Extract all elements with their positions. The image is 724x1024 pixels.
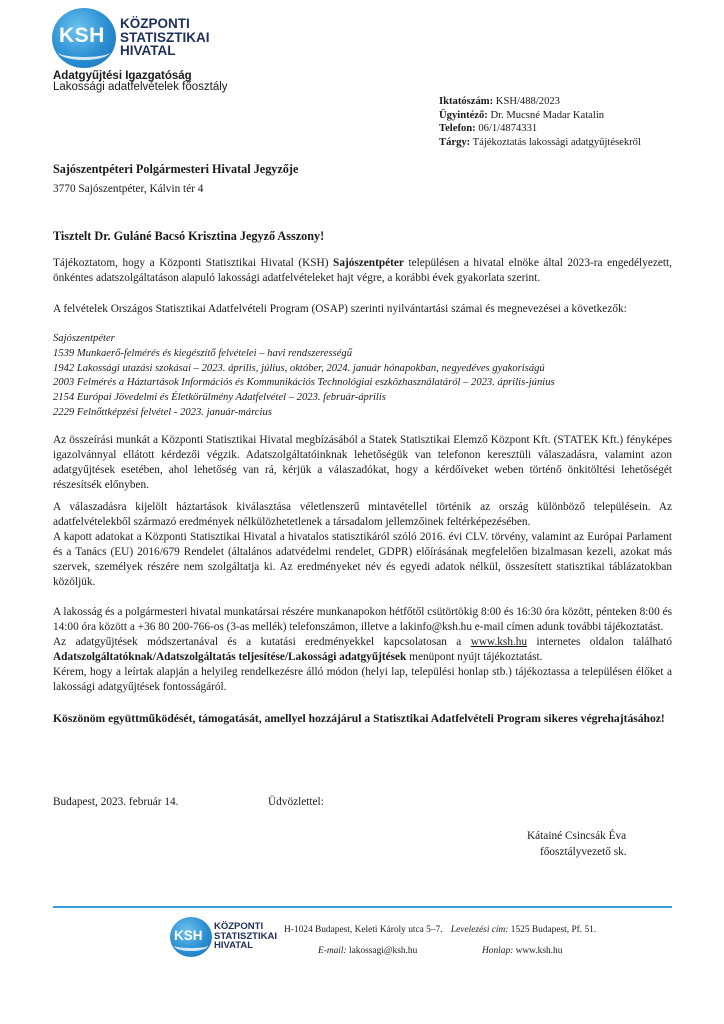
list-item: 1942 Lakossági utazási szokásai – 2023. április, július, október, 2024. január hónapokban, negyedéves gyakoriságú	[53, 362, 545, 374]
phone-number: 06/1/4874331	[478, 123, 538, 135]
footer-address-line: H-1024 Budapest, Keleti Károly utca 5–7. Levelezési cím: 1525 Budapest, Pf. 51.	[284, 925, 597, 935]
paragraph-privacy: A kapott adatokat a Központi Statisztikai Hivatal a hivatalos statisztikáról szóló 2016. évi CLV. törvény, valamint az Európai Parlament és a Tanács (EU) 2016/679 Rendelet (általános adatvédelmi rendelet, GDPR) előírásának megfelelően bizalmasan kezeli, azokat más szervek, személyek részére nem szolgáltatja ki. Az eredményeket név és egyedi adatok nélkül, összesített statisztikai táblázatokban közöljük.	[53, 530, 672, 588]
footer-email-link[interactable]: lakossagi@ksh.hu	[348, 946, 418, 956]
place-date: Budapest, 2023. február 14.	[53, 796, 179, 808]
paragraph-contact: A lakosság és a polgármesteri hivatal munkatársai részére munkanapokon hétfőtől csütörtökig 8:00 és 16:30 óra között, pénteken 8:00 és 14:00 óra között a +36 80 200-766-os (3-as mellék) telefonszámon, illetve a lakinfo@ksh.hu e-mail címen adunk további tájékoztatást.	[53, 605, 672, 633]
closing-statement: Köszönöm együttműködését, támogatását, amellyel hozzájárul a Statisztikai Adatfelvételi Program sikeres végrehajtásához!	[53, 711, 665, 725]
clerk-name: Dr. Mucsné Madar Katalin	[490, 109, 605, 121]
paragraph-methodology: Az adatgyűjtések módszertanával és a kutatási eredményekkel kapcsolatosan a www.ksh.hu internetes oldalon található Adatszolgáltatóknak/Adatszolgáltatás teljesítése/Lakossági adatgyűjtések menüpont nyújt tájékoztatást.	[53, 635, 672, 663]
paragraph-intro: Tájékoztatom, hogy a Központi Statisztikai Hivatal (KSH) Sajószentpéter településen a hivatal elnöke által 2023-ra engedélyezett, önkéntes adatszolgáltatáson alapuló lakossági adatfelvételeket hajt végre, a korábbi évek gyakorlata szerint.	[53, 257, 672, 284]
paragraph-sampling: A válaszadásra kijelölt háztartások kiválasztása véletlenszerű mintavétellel történik az ország különböző településein. Az adatfelvételekből származó eredmények nélkülözhetetlenek a társadalom jellemzőinek feltérképezésében.	[53, 500, 672, 528]
reference-block: Iktatószám: KSH/488/2023 Ügyintéző: Dr. Mucsné Madar Katalin Telefon: 06/1/4874331 Tárgy: Tájékoztatás lakossági adatgyűjtésekről	[439, 96, 641, 148]
footer-website: Honlap: www.ksh.hu	[482, 946, 563, 956]
department: Lakossági adatfelvételek főosztály	[53, 81, 228, 93]
recipient-address: 3770 Sajószentpéter, Kálvin tér 4	[53, 183, 204, 195]
directorate: Adatgyűjtési Igazgatóság	[53, 70, 192, 82]
letter-body	[53, 256, 672, 726]
reference-number: KSH/488/2023	[495, 96, 560, 107]
list-item: 2229 Felnőttképzési felvétel - 2023. január-március	[53, 406, 272, 418]
footer-email: E-mail: lakossagi@ksh.hu	[318, 946, 418, 956]
footer-logo-abbr: KSH	[174, 928, 203, 943]
paragraph-request: Kérem, hogy a leírtak alapján a helyileg rendelkezésre álló módon (helyi lap, települési honlap stb.) tájékoztassa a településen élőket a lakossági adatgyűjtések fontosságáról.	[53, 665, 672, 693]
recipient-name: Sajószentpéteri Polgármesteri Hivatal Jegyzője	[53, 162, 299, 176]
footer-logo-name: KÖZPONTI STATISZTIKAI HIVATAL	[214, 921, 277, 951]
ksh-website-link[interactable]: www.ksh.hu	[470, 635, 528, 648]
list-item: 1539 Munkaerő-felmérés és kiegészítő felvételei – havi rendszerességű	[53, 347, 352, 359]
salutation: Tisztelt Dr. Guláné Bacsó Krisztina Jegyző Asszony!	[53, 229, 325, 243]
signer-title: főosztályvezető sk.	[540, 846, 627, 858]
list-item: 2003 Felmérés a Háztartások Információs és Kommunikációs Technológiai eszközhasználatáról – 2023. április-június	[53, 377, 555, 389]
footer-divider	[53, 906, 672, 908]
greeting: Üdvözlettel:	[268, 796, 324, 808]
signer-name: Kátainé Csincsák Éva	[527, 830, 627, 842]
list-item: 2154 Európai Jövedelmi és Életkörülmény Adatfelvétel – 2023. február-április	[53, 392, 386, 404]
list-item: Sajószentpéter	[53, 333, 115, 344]
osap-list	[53, 332, 672, 421]
paragraph-statek: Az összeírási munkát a Központi Statisztikai Hivatal megbízásából a Statek Statisztikai Elemző Központ Kft. (STATEK Kft.) fényképes igazolvánnyal ellátott kérdezői végzik. Adatszolgáltatóinknak lehetőségük van telefonon keresztüli válaszadásra, valamint azon adatgyűjtések esetében, ahol lehetőség van rá, kérjük a válaszadókat, hogy a kérdőíveket weben történő önkitöltési lehetőségét részesítsék előnyben.	[53, 433, 672, 491]
footer-website-link[interactable]: www.ksh.hu	[515, 946, 563, 956]
paragraph-osap: A felvételek Országos Statisztikai Adatfelvételi Program (OSAP) szerinti nyilvántartási számai és megnevezései a következők:	[53, 303, 627, 315]
logo-name: KÖZPONTI STATISZTIKAI HIVATAL	[120, 16, 210, 58]
logo-abbr: KSH	[59, 24, 105, 47]
subject: Tájékoztatás lakossági adatgyűjtésekről	[472, 136, 641, 148]
